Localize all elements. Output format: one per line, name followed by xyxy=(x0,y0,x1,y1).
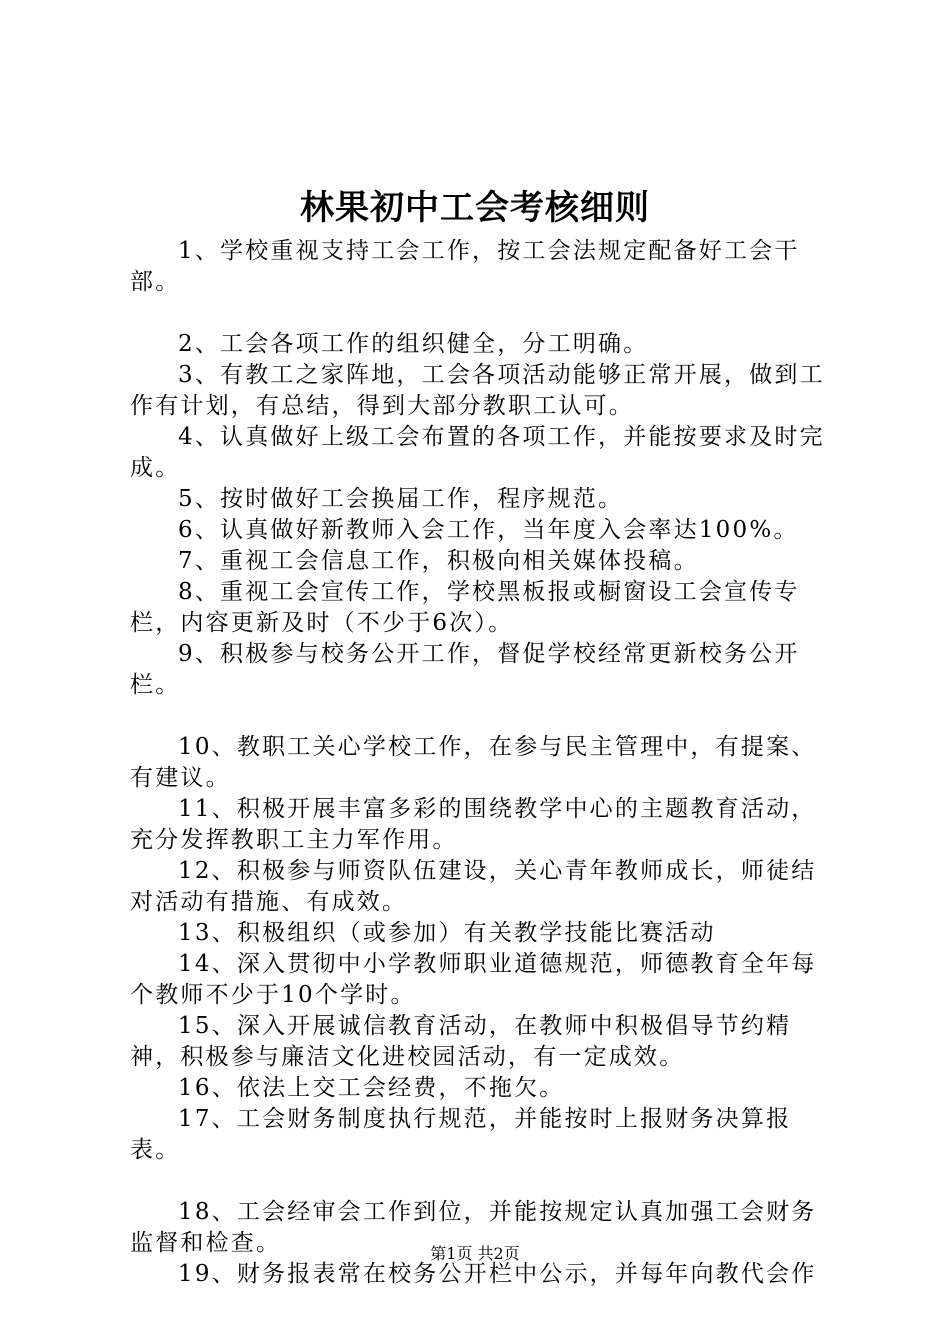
clause-1: 1、学校重视支持工会工作，按工会法规定配备好工会干部。 xyxy=(130,238,800,295)
clause-19: 19、财务报表常在校务公开栏中公示，并每年向教代会作 xyxy=(178,1261,817,1287)
clause-14: 14、深入贯彻中小学教师职业道德规范，师德教育全年每个教师不少于10个学时。 xyxy=(130,951,817,1008)
clause-6: 6、认真做好新教师入会工作，当年度入会率达100%。 xyxy=(178,517,799,543)
document-title: 林果初中工会考核细则 xyxy=(300,188,650,228)
document-body xyxy=(130,236,838,1290)
clause-9: 9、积极参与校务公开工作，督促学校经常更新校务公开栏。 xyxy=(130,641,800,698)
clause-15: 15、深入开展诚信教育活动，在教师中积极倡导节约精神，积极参与廉洁文化进校园活动，有一定成效。 xyxy=(130,1013,792,1070)
clause-12: 12、积极参与师资队伍建设，关心青年教师成长，师徒结对活动有措施、有成效。 xyxy=(130,858,817,915)
clause-17: 17、工会财务制度执行规范，并能按时上报财务决算报表。 xyxy=(130,1106,792,1163)
clause-2: 2、工会各项工作的组织健全，分工明确。 xyxy=(178,331,649,357)
clause-8: 8、重视工会宣传工作，学校黑板报或橱窗设工会宣传专栏，内容更新及时（不少于6次）。 xyxy=(130,579,800,636)
clause-10: 10、教职工关心学校工作，在参与民主管理中，有提案、有建议。 xyxy=(130,734,817,791)
clause-18: 18、工会经审会工作到位，并能按规定认真加强工会财务监督和检查。 xyxy=(130,1199,817,1256)
clause-5: 5、按时做好工会换届工作，程序规范。 xyxy=(178,486,624,512)
clause-7: 7、重视工会信息工作，积极向相关媒体投稿。 xyxy=(178,548,699,574)
clause-13: 13、积极组织（或参加）有关教学技能比赛活动 xyxy=(178,920,716,946)
clause-4: 4、认真做好上级工会布置的各项工作，并能按要求及时完成。 xyxy=(130,424,825,481)
clause-16: 16、依法上交工会经费，不拖欠。 xyxy=(178,1075,565,1101)
page-footer: 第1页 共2页 xyxy=(430,1244,520,1263)
clause-3: 3、有教工之家阵地，工会各项活动能够正常开展，做到工作有计划，有总结，得到大部分教职工认可。 xyxy=(130,362,825,419)
clause-11: 11、积极开展丰富多彩的围绕教学中心的主题教育活动，充分发挥教职工主力军作用。 xyxy=(130,796,817,853)
